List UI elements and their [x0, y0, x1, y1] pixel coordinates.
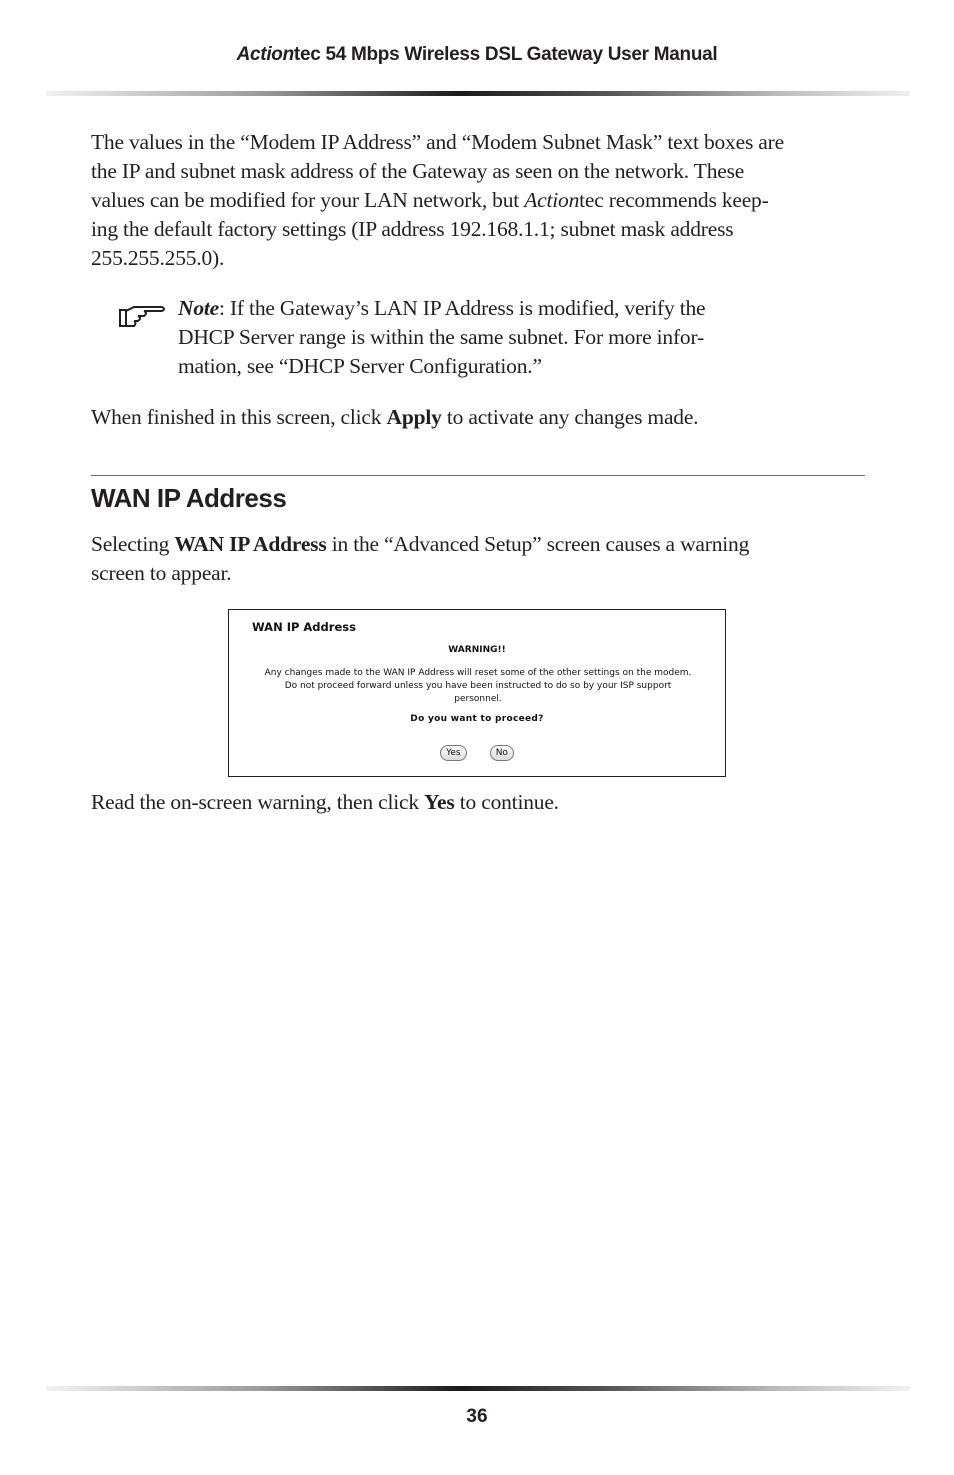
dialog-message-line-1: Any changes made to the WAN IP Address will reset some of the other settings on the modem.: [264, 668, 692, 678]
section-intro-before: Selecting: [91, 532, 175, 556]
note-line-2: DHCP Server range is within the same subnet. For more infor-: [178, 325, 704, 349]
dialog-warning: WARNING!!: [448, 645, 506, 655]
section-divider: [91, 475, 865, 476]
closing-paragraph: [91, 788, 861, 817]
brand-italic: Action: [236, 44, 294, 65]
dialog-title: WAN IP Address: [252, 620, 356, 634]
note-block: [118, 294, 778, 381]
closing-text-before: Read the on-screen warning, then click: [91, 790, 425, 814]
closing-text-after: to continue.: [454, 790, 559, 814]
header-divider: [46, 91, 910, 96]
intro-line-3a: values can be modified for your LAN network, but: [91, 188, 525, 212]
header-title-rest: tec 54 Mbps Wireless DSL Gateway User Manual: [293, 44, 718, 65]
dialog-buttons: [229, 740, 725, 761]
yes-button[interactable]: Yes: [440, 745, 467, 761]
intro-line-2: the IP and subnet mask address of the Gateway as seen on the network. These: [91, 159, 745, 183]
pointing-hand-icon: [118, 300, 168, 330]
apply-bold: Apply: [386, 405, 442, 429]
section-intro: [91, 530, 861, 588]
no-button[interactable]: No: [490, 745, 514, 761]
brand-italic: Action: [524, 188, 580, 212]
dialog-message-line-2: Do not proceed forward unless you have been instructed to do so by your ISP support: [284, 681, 672, 691]
intro-line-3: [91, 186, 861, 215]
note-line-1-text: : If the Gateway’s LAN IP Address is modified, verify the: [219, 296, 706, 320]
dialog-message-line-3: personnel.: [454, 694, 502, 704]
section-heading: WAN IP Address: [91, 483, 287, 513]
dialog-message: [239, 667, 717, 706]
page-number: 36: [466, 1406, 488, 1427]
section-intro-line-2: screen to appear.: [91, 561, 232, 585]
note-text: [178, 294, 778, 381]
intro-line-5: 255.255.255.0).: [91, 246, 225, 270]
apply-paragraph: [91, 403, 861, 432]
apply-text-after: to activate any changes made.: [441, 405, 699, 429]
note-label: Note: [178, 296, 219, 320]
intro-line-1: The values in the “Modem IP Address” and “Modem Subnet Mask” text boxes are: [91, 130, 784, 154]
note-line-1: [178, 294, 778, 323]
section-intro-bold: WAN IP Address: [174, 532, 327, 556]
section-intro-after: in the “Advanced Setup” screen causes a warning: [326, 532, 750, 556]
intro-line-4: ing the default factory settings (IP address 192.168.1.1; subnet mask address: [91, 217, 734, 241]
manual-header-title: [0, 44, 954, 66]
apply-text-before: When finished in this screen, click: [91, 405, 387, 429]
closing-bold: Yes: [424, 790, 455, 814]
dialog-question: Do you want to proceed?: [410, 714, 544, 724]
note-line-3: mation, see “DHCP Server Configuration.”: [178, 354, 542, 378]
wan-ip-warning-screenshot: [228, 609, 726, 777]
intro-line-3b: tec recommends keep-: [579, 188, 769, 212]
footer-divider: [46, 1386, 910, 1391]
intro-paragraph: [91, 128, 861, 273]
